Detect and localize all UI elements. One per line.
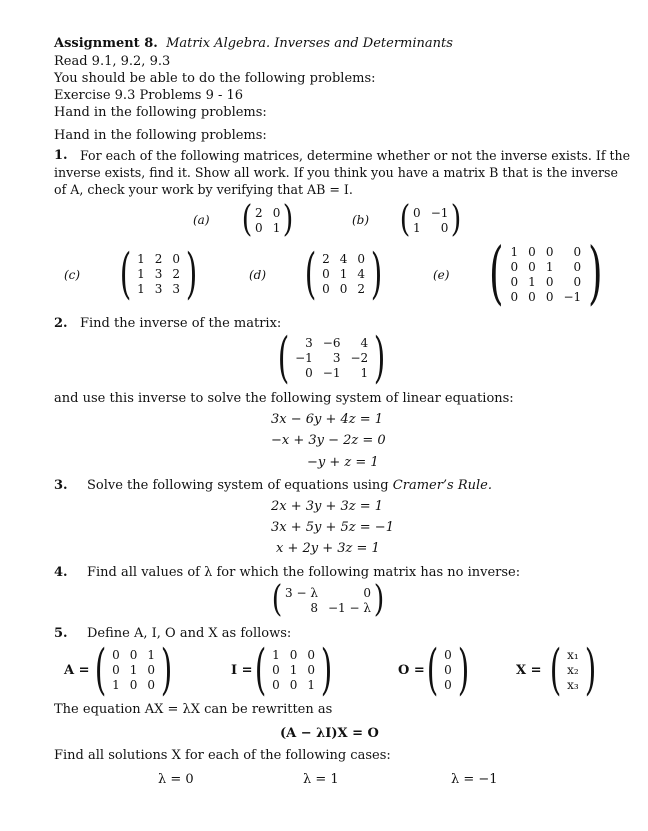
equation-line: 3x − 6y + 4z = 1 xyxy=(271,412,384,427)
problem-2-number: 2. xyxy=(54,316,68,331)
left-paren: ( xyxy=(488,234,504,313)
matrix-A xyxy=(90,638,177,701)
matrix-cell: −6 xyxy=(322,336,341,350)
matrix-cell: 1 xyxy=(360,366,369,380)
matrix-cell: 0 xyxy=(172,252,180,266)
matrix-entries xyxy=(566,643,580,697)
matrix-entries xyxy=(321,247,366,301)
matrix-cell: 0 xyxy=(444,663,452,677)
matrix-O xyxy=(422,638,474,701)
matrix-cell: 1 xyxy=(137,282,145,296)
problem-1-number: 1. xyxy=(54,148,68,163)
matrix-cell: 2 xyxy=(322,252,330,266)
matrix-I xyxy=(250,638,337,701)
matrix-d-label: (d) xyxy=(249,268,267,282)
matrix-a xyxy=(240,199,295,240)
matrix-cell: 0 xyxy=(545,289,554,304)
right-paren: ) xyxy=(320,638,333,701)
matrix-cell: 0 xyxy=(289,678,298,692)
cramers-rule: Cramer’s Rule. xyxy=(392,478,493,493)
matrix-cell: 1 xyxy=(528,274,536,289)
matrix-cell: 3 xyxy=(154,282,163,296)
left-paren: ( xyxy=(94,638,107,701)
matrix-cell: 1 xyxy=(112,678,120,692)
matrix-cell: 1 xyxy=(137,267,145,281)
matrix-X xyxy=(545,638,601,701)
intro-line: Hand in the following problems: xyxy=(54,105,267,120)
matrix-cell: 0 xyxy=(444,648,452,662)
matrix-cell: 0 xyxy=(528,289,536,304)
problem-5-number: 5. xyxy=(54,626,68,641)
left-paren: ( xyxy=(271,579,283,620)
matrix-cell: 1 xyxy=(413,220,421,235)
rewrite-text: The equation AX = λX can be rewritten as xyxy=(54,702,333,717)
intro-line: Read 9.1, 9.2, 9.3 xyxy=(54,54,171,69)
matrix-cell: 0 xyxy=(528,244,536,259)
matrix-cell: 0 xyxy=(129,648,138,662)
equation-line: x + 2y + 3z = 1 xyxy=(276,541,380,556)
matrix-cell: 0 xyxy=(112,663,120,677)
left-paren: ( xyxy=(549,638,562,701)
matrix-cell: 1 xyxy=(272,648,280,662)
matrix-cell: 0 xyxy=(444,678,452,692)
matrix-cell: 8 xyxy=(310,600,318,615)
matrix-cell: 1 xyxy=(129,663,138,677)
matrix-A-label: A = xyxy=(64,663,90,678)
matrix-cell: −1 xyxy=(563,289,582,304)
case-lambda: λ = −1 xyxy=(451,772,498,787)
matrix-cell: 1 xyxy=(339,267,348,281)
matrix-cell: 4 xyxy=(360,336,369,350)
matrix-cell: 4 xyxy=(357,267,365,281)
matrix-cell: 0 xyxy=(573,259,582,274)
matrix-cell: 0 xyxy=(339,282,348,296)
matrix-O-label: O = xyxy=(398,663,425,678)
matrix-cell: 0 xyxy=(307,663,315,677)
matrix-cell: 1 xyxy=(147,648,155,662)
matrix-cell: 1 xyxy=(289,663,298,677)
matrix-cell: x₁ xyxy=(567,648,579,662)
matrix-cell: 0 xyxy=(363,585,371,600)
matrix-cell: 0 xyxy=(322,282,330,296)
matrix-c xyxy=(115,242,202,305)
intro-line: Hand in the following problems: xyxy=(54,128,267,143)
matrix-cell: 3 xyxy=(305,336,313,350)
matrix-a-label: (a) xyxy=(193,213,210,227)
left-paren: ( xyxy=(277,326,290,389)
matrix-cell: 2 xyxy=(172,267,180,281)
matrix-cell: 0 xyxy=(112,648,120,662)
problem-4-text: Find all values of λ for which the following matrix has no inverse: xyxy=(87,565,521,580)
title-label: Assignment 8. xyxy=(54,36,158,51)
matrix-cell: 1 xyxy=(545,259,554,274)
matrix-cell: 0 xyxy=(307,648,315,662)
problem-1-text: inverse exists, find it. Show all work. If you think you have a matrix B that is the inverse xyxy=(54,165,618,180)
problem-2-after: and use this inverse to solve the following system of linear equations: xyxy=(54,391,514,406)
problem-4-number: 4. xyxy=(54,565,68,580)
matrix-cell: 0 xyxy=(129,678,138,692)
matrix-cell: 0 xyxy=(573,244,582,259)
matrix-cell: 0 xyxy=(510,259,519,274)
matrix-cell: 2 xyxy=(154,252,163,266)
title-subtitle: Matrix Algebra. Inverses and Determinants xyxy=(166,36,453,51)
matrix-c-label: (c) xyxy=(64,268,81,282)
matrix-I-label: I = xyxy=(231,663,253,678)
matrix-b xyxy=(398,199,463,240)
rewritten-equation: (A − λI)X = O xyxy=(280,726,379,741)
matrix-cell: 1 xyxy=(307,678,315,692)
right-paren: ) xyxy=(283,199,294,240)
right-paren: ) xyxy=(588,234,603,313)
right-paren: ) xyxy=(584,638,596,701)
matrix-cell: −2 xyxy=(350,351,369,365)
matrix-cell: x₂ xyxy=(567,663,579,677)
matrix-cell: 4 xyxy=(339,252,348,266)
matrix-cell: 0 xyxy=(147,663,155,677)
problem-2-matrix xyxy=(273,326,390,389)
left-paren: ( xyxy=(426,638,439,701)
matrix-cell: 0 xyxy=(545,244,554,259)
matrix-cell: 1 xyxy=(272,220,281,235)
matrix-cell: 0 xyxy=(305,366,313,380)
matrix-cell: 0 xyxy=(289,648,298,662)
matrix-d xyxy=(300,242,387,305)
left-paren: ( xyxy=(304,242,317,305)
matrix-cell: 0 xyxy=(255,220,263,235)
matrix-entries xyxy=(294,331,369,385)
matrix-cell: 1 xyxy=(510,244,519,259)
matrix-cell: 0 xyxy=(322,267,330,281)
matrix-X-label: X = xyxy=(516,663,542,678)
right-paren: ) xyxy=(457,638,470,701)
equation-line: −x + 3y − 2z = 0 xyxy=(271,433,386,448)
left-paren: ( xyxy=(119,242,132,305)
matrix-entries xyxy=(510,240,583,308)
equation-line: −y + z = 1 xyxy=(307,455,379,470)
matrix-cell: −1 xyxy=(430,205,449,220)
find-text: Find all solutions X for each of the following cases: xyxy=(54,748,391,763)
matrix-cell: x₃ xyxy=(567,678,579,692)
matrix-cell: 3 − λ xyxy=(285,585,318,600)
equation-line: 3x + 5y + 5z = −1 xyxy=(271,520,394,535)
matrix-entries xyxy=(254,202,281,238)
left-paren: ( xyxy=(254,638,267,701)
matrix-cell: 0 xyxy=(510,289,519,304)
matrix-cell: 1 xyxy=(137,252,145,266)
matrix-cell: 0 xyxy=(440,220,449,235)
matrix-entries xyxy=(443,643,453,697)
matrix-entries xyxy=(412,202,449,238)
matrix-cell: −1 xyxy=(322,366,341,380)
title xyxy=(54,36,453,52)
matrix-cell: 3 xyxy=(332,351,341,365)
case-lambda: λ = 0 xyxy=(158,772,194,787)
matrix-cell: −1 xyxy=(295,351,313,365)
matrix-cell: 0 xyxy=(147,678,155,692)
equation-line: 2x + 3y + 3z = 1 xyxy=(271,499,384,514)
case-lambda: λ = 1 xyxy=(303,772,339,787)
problem-1-text: of A, check your work by verifying that AB = I. xyxy=(54,182,353,197)
matrix-cell: 0 xyxy=(272,663,280,677)
matrix-cell: 0 xyxy=(272,678,280,692)
matrix-cell: 2 xyxy=(357,282,365,296)
matrix-cell: 0 xyxy=(573,274,582,289)
right-paren: ) xyxy=(373,326,386,389)
problem-3-text xyxy=(87,478,492,494)
problem-3-number: 3. xyxy=(54,478,68,493)
matrix-cell: 3 xyxy=(172,282,180,296)
right-paren: ) xyxy=(370,242,383,305)
matrix-b-label: (b) xyxy=(352,213,370,227)
matrix-cell: 0 xyxy=(413,205,421,220)
right-paren: ) xyxy=(160,638,173,701)
problem-2-text: Find the inverse of the matrix: xyxy=(80,316,282,331)
matrix-entries xyxy=(136,247,181,301)
matrix-cell: 2 xyxy=(255,205,263,220)
matrix-entries xyxy=(271,643,316,697)
right-paren: ) xyxy=(373,579,385,620)
matrix-cell: 0 xyxy=(510,274,519,289)
problem-5-text: Define A, I, O and X as follows: xyxy=(87,626,292,641)
matrix-e-label: (e) xyxy=(433,268,450,282)
right-paren: ) xyxy=(451,199,462,240)
right-paren: ) xyxy=(185,242,198,305)
problem-4-matrix xyxy=(270,579,386,620)
matrix-cell: 0 xyxy=(272,205,281,220)
matrix-entries xyxy=(284,582,372,618)
matrix-entries xyxy=(111,643,156,697)
left-paren: ( xyxy=(399,199,411,240)
matrix-cell: 0 xyxy=(357,252,365,266)
matrix-e xyxy=(483,234,609,313)
problem-1-text: For each of the following matrices, determine whether or not the inverse exists. If the xyxy=(80,148,631,163)
matrix-cell: 0 xyxy=(528,259,536,274)
intro-line: Exercise 9.3 Problems 9 - 16 xyxy=(54,88,244,103)
matrix-cell: 3 xyxy=(154,267,163,281)
left-paren: ( xyxy=(241,199,253,240)
problem-3-text-main: Solve the following system of equations using xyxy=(87,478,389,493)
matrix-cell: −1 − λ xyxy=(327,600,371,615)
intro-line: You should be able to do the following problems: xyxy=(54,71,376,86)
matrix-cell: 0 xyxy=(545,274,554,289)
